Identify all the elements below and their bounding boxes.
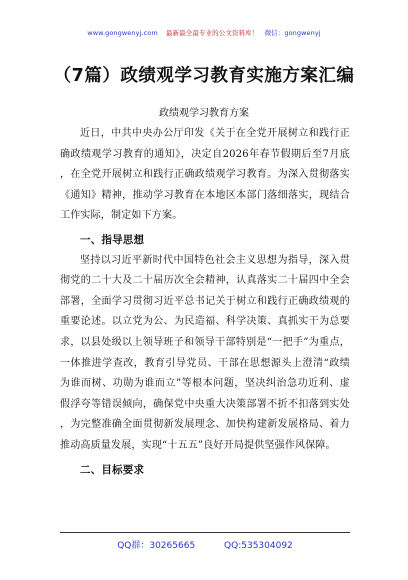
header-ad-text: 最新最全最专业的公文资料库！: [165, 29, 259, 37]
footer-qq: QQ:535304092: [224, 541, 293, 551]
footer-qq-group: QQ群：30265665: [117, 541, 196, 551]
page-footer: [60, 532, 350, 551]
section-heading-goals: 二、目标要求: [80, 463, 145, 476]
section-heading-guiding-thought: 一、指导思想: [80, 233, 145, 246]
document-title: （7篇）政绩观学习教育实施方案汇编: [53, 66, 355, 86]
page-header: [0, 28, 408, 37]
header-site-link[interactable]: www.gongwenyj.com: [87, 29, 158, 37]
document-subtitle: 政绩观学习教育方案: [159, 108, 249, 119]
guiding-thought-paragraph: 坚持以习近平新时代中国特色社会主义思想为指导，深入贯彻党的二十大及二十届历次全会精神，认真落实二十届四中全会部署，全面学习贯彻习近平总书记关于树立和践行正确政绩观的重要论述。以立党为公、为民造福、科学决策、真抓实干为总要求，以县处级以上领导班子和领导干部特别是“一把手”为重点，一体推进学查改，教育引导党员、干部在思想源头上澄清“政绩为谁而树、功勋为谁而立”等根本问题，坚决纠治急功近利、虚假浮夸等错误倾向，确保党中央重大决策部署不折不扣落到实处，为完整准确全面贯彻新发展理念、加快构建新发展格局、着力推动高质量发展，实现“十五五”良好开局提供坚强作风保障。: [60, 254, 350, 451]
document-body: [60, 124, 350, 480]
header-wechat-text: 微信：gongwenyj: [264, 29, 321, 37]
intro-paragraph: 近日，中共中央办公厅印发《关于在全党开展树立和践行正确政绩观学习教育的通知》，决定自2026年春节假期后至7月底，在全党开展树立和践行正确政绩观学习教育。为深入贯彻落实《通知》精神，推动学习教育在本地区本部门落细落实，现结合工作实际，制定如下方案。: [60, 128, 350, 222]
